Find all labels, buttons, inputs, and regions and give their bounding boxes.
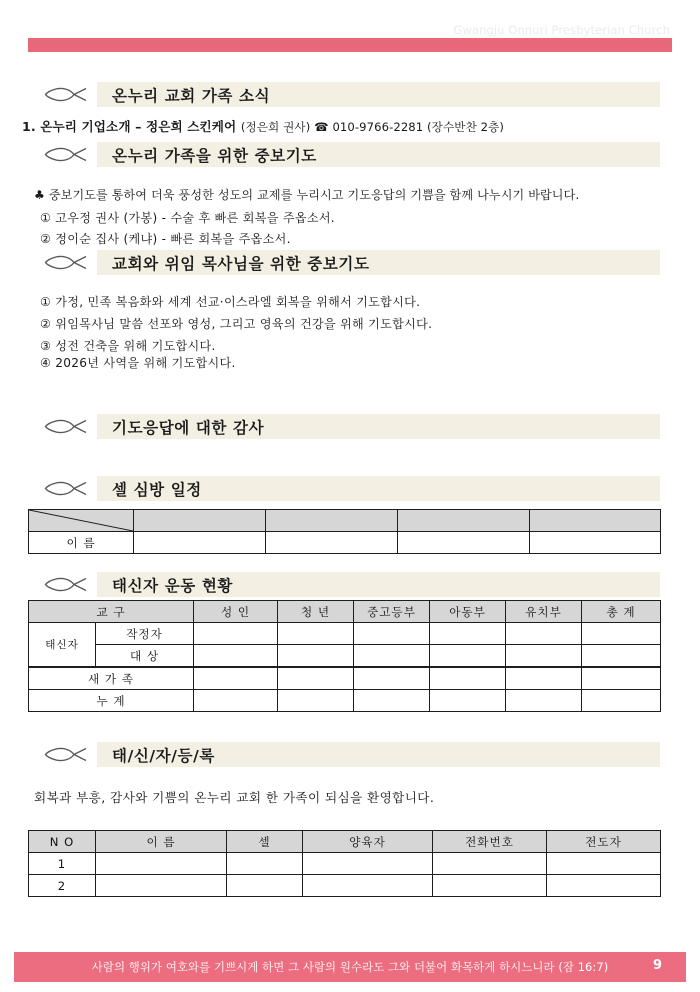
- data-cell[interactable]: [278, 645, 354, 668]
- data-cell[interactable]: [278, 667, 354, 690]
- section-title: 기도응답에 대한 감사: [112, 419, 265, 437]
- header-cell-name[interactable]: 이 름: [96, 831, 227, 853]
- section-title: 태신자 운동 현황: [112, 577, 234, 595]
- section-title: 교회와 위임 목사님을 위한 중보기도: [112, 255, 370, 273]
- section-header-church-prayer: [28, 250, 660, 275]
- header-cell-district[interactable]: 교 구: [29, 601, 194, 623]
- header-cell-kindergarten[interactable]: 유치부: [506, 601, 582, 623]
- data-cell[interactable]: [354, 645, 430, 668]
- family-prayer-item: ① 고우정 권사 (가봉) - 수술 후 빠른 회복을 주옵소서.: [40, 211, 335, 225]
- data-cell[interactable]: [96, 853, 227, 875]
- section-header-registration: [28, 742, 660, 767]
- data-cell[interactable]: [303, 875, 433, 897]
- section-header-family-news: [28, 82, 660, 107]
- registration-table: [28, 830, 661, 897]
- footer-bar: [14, 952, 686, 982]
- data-cell[interactable]: [506, 667, 582, 690]
- data-cell[interactable]: [582, 667, 661, 690]
- header-cell-total[interactable]: 총 계: [582, 601, 661, 623]
- data-cell[interactable]: [530, 532, 661, 554]
- data-cell[interactable]: [430, 667, 506, 690]
- data-cell[interactable]: [582, 645, 661, 668]
- data-cell[interactable]: [582, 623, 661, 645]
- row-label-cumulative: 누 계: [29, 690, 194, 712]
- data-cell[interactable]: [354, 667, 430, 690]
- data-cell[interactable]: [134, 532, 266, 554]
- fish-icon: [44, 480, 88, 497]
- data-cell[interactable]: [194, 645, 278, 668]
- header-cell[interactable]: [134, 510, 266, 532]
- section-header-new-believer-status: [28, 572, 660, 597]
- data-cell[interactable]: [354, 690, 430, 712]
- church-prayer-item: ② 위임목사님 말씀 선포와 영성, 그리고 영육의 건강을 위해 기도합시다.: [40, 317, 433, 331]
- data-cell[interactable]: [194, 690, 278, 712]
- section-header-thanksgiving: [28, 414, 660, 439]
- table-row: [29, 831, 661, 853]
- entry-detail: (정은희 권사) ☎ 010-9766-2281 (장수반찬 2층): [240, 120, 505, 134]
- data-cell[interactable]: [430, 690, 506, 712]
- cell-visit-table: [28, 509, 661, 554]
- fish-icon: [44, 576, 88, 593]
- data-cell[interactable]: [194, 623, 278, 645]
- header-cell-no[interactable]: N O: [29, 831, 96, 853]
- data-cell[interactable]: [430, 623, 506, 645]
- diagonal-line-icon: [29, 510, 133, 531]
- fish-icon: [44, 418, 88, 435]
- data-cell[interactable]: [547, 875, 661, 897]
- data-cell[interactable]: [547, 853, 661, 875]
- top-accent-bar: [28, 38, 672, 52]
- data-cell[interactable]: [354, 623, 430, 645]
- data-cell[interactable]: [278, 690, 354, 712]
- header-cell-phone[interactable]: 전화번호: [433, 831, 547, 853]
- registration-welcome-text: 회복과 부흥, 감사와 기쁨의 온누리 교회 한 가족이 되심을 환영합니다.: [34, 790, 435, 805]
- data-cell[interactable]: [506, 690, 582, 712]
- entry-title: 온누리 기업소개 – 정은희 스킨케어: [40, 119, 237, 134]
- section-title: 태/신/자/등/록: [112, 747, 215, 765]
- data-cell[interactable]: [398, 532, 530, 554]
- header-cell-nurturer[interactable]: 양육자: [303, 831, 433, 853]
- data-cell[interactable]: [506, 623, 582, 645]
- section-title: 온누리 교회 가족 소식: [112, 87, 271, 105]
- new-believer-status-table: [28, 600, 661, 712]
- page-number: 9: [652, 958, 662, 973]
- family-prayer-note: ♣ 중보기도를 통하여 더욱 풍성한 성도의 교제를 누리시고 기도응답의 기쁨을 함께 나누시기 바랍니다.: [34, 188, 580, 202]
- table-row: [29, 601, 661, 623]
- header-cell-adult[interactable]: 성 인: [194, 601, 278, 623]
- data-cell[interactable]: [266, 532, 398, 554]
- header-cell-evangelist[interactable]: 전도자: [547, 831, 661, 853]
- header-cell-children[interactable]: 아동부: [430, 601, 506, 623]
- section-header-cell-visit: [28, 476, 660, 501]
- row-label-planned: 작정자: [96, 623, 194, 645]
- section-title: 셀 심방 일정: [112, 481, 202, 499]
- diagonal-header-cell[interactable]: [29, 510, 134, 532]
- table-row: [29, 510, 661, 532]
- header-cell[interactable]: [398, 510, 530, 532]
- data-cell[interactable]: [227, 853, 303, 875]
- data-cell[interactable]: [506, 645, 582, 668]
- table-row: [29, 875, 661, 897]
- section-title: 온누리 가족을 위한 중보기도: [112, 147, 317, 165]
- row-label-target: 대 상: [96, 645, 194, 668]
- table-row: [29, 690, 661, 712]
- fish-icon: [44, 746, 88, 763]
- entry-number: 1.: [22, 119, 36, 134]
- family-prayer-item: ② 정이순 집사 (케냐) - 빠른 회복을 주옵소서.: [40, 232, 291, 246]
- church-prayer-item: ① 가정, 민족 복음화와 세계 선교·이스라엘 회복을 위해서 기도합시다.: [40, 295, 421, 309]
- row-number: 1: [29, 853, 96, 875]
- header-cell[interactable]: [266, 510, 398, 532]
- table-row: [29, 853, 661, 875]
- table-row: [29, 623, 661, 645]
- header-cell-youth[interactable]: 청 년: [278, 601, 354, 623]
- section-header-family-prayer: [28, 142, 660, 167]
- row-label-new-family: 새 가 족: [29, 667, 194, 690]
- header-cell[interactable]: [530, 510, 661, 532]
- footer-verse: 사람의 행위가 여호와를 기쁘시게 하면 그 사람의 원수라도 그와 더불어 화목하게 하시느니라 (잠 16:7): [91, 960, 609, 974]
- church-watermark: Gwangju Onnuri Presbyterian Church: [453, 23, 670, 37]
- data-cell[interactable]: [278, 623, 354, 645]
- table-row: [29, 645, 661, 668]
- data-cell[interactable]: [227, 875, 303, 897]
- data-cell[interactable]: [430, 645, 506, 668]
- fish-icon: [44, 86, 88, 103]
- row-number: 2: [29, 875, 96, 897]
- family-news-entry: [22, 116, 504, 135]
- fish-icon: [44, 146, 88, 163]
- table-row: [29, 532, 661, 554]
- data-cell[interactable]: [582, 690, 661, 712]
- data-cell[interactable]: [194, 667, 278, 690]
- header-cell-middle-high[interactable]: 중고등부: [354, 601, 430, 623]
- row-group-label-new-believer: 태신자: [29, 623, 96, 668]
- fish-icon: [44, 254, 88, 271]
- table-row: [29, 667, 661, 690]
- data-cell[interactable]: [96, 875, 227, 897]
- header-cell-cell[interactable]: 셀: [227, 831, 303, 853]
- row-label-name: 이 름: [29, 532, 134, 554]
- church-prayer-item: ③ 성전 건축을 위해 기도합시다.: [40, 339, 216, 353]
- data-cell[interactable]: [433, 853, 547, 875]
- church-prayer-item: ④ 2026년 사역을 위해 기도합시다.: [40, 356, 236, 370]
- data-cell[interactable]: [433, 875, 547, 897]
- data-cell[interactable]: [303, 853, 433, 875]
